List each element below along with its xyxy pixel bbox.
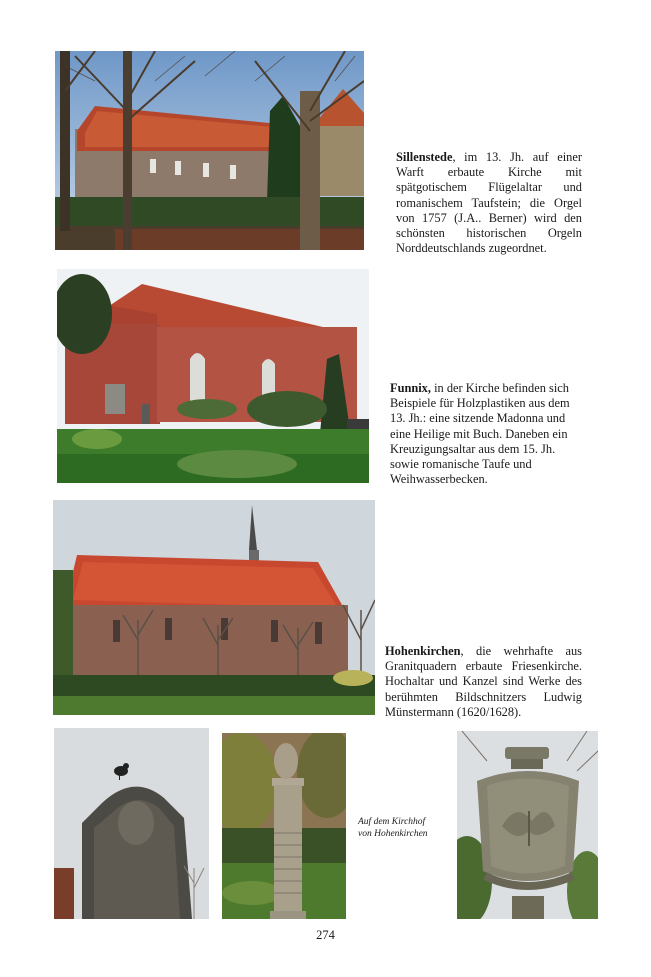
caption-sillenstede-name: Sillenstede [396, 150, 453, 164]
caption-funnix-text: in der Kirche befinden sich Beispiele für Holzplastiken aus dem 13. Jh.: eine sitzende Madonna und eine Heilige mit Buch. Daneben ein Kreuzigungsaltar aus dem 15. Jh. sowie romanische Taufe und Weihwasserbecken. [390, 381, 570, 487]
caption-sillenstede [396, 150, 582, 256]
caption-hohenkirchen-name: Hohenkirchen [385, 644, 461, 658]
caption-funnix-name: Funnix, [390, 381, 431, 395]
photo-gravestone [54, 728, 209, 919]
photo-sillenstede-church [55, 51, 364, 250]
caption-funnix [390, 381, 580, 487]
caption-sillenstede-text: , im 13. Jh. auf einer Warft erbaute Kirche mit spätgotischem Flügelaltar und romanischem Taufstein; die Orgel von 1757 (J.A.. Berner) wird den schönsten historischen Orgeln Norddeutschlands zugeordnet. [396, 150, 582, 256]
caption-hohenkirchen [385, 644, 582, 720]
photo-funnix-church [57, 269, 369, 483]
photo-column [222, 733, 346, 919]
photo-hohenkirchen-church [53, 500, 375, 715]
caption-kirchhof: Auf dem Kirchhof von Hohenkirchen [358, 817, 428, 839]
caption-hohenkirchen-text: , die wehrhafte aus Granitquadern erbaute Friesenkirche. Hochaltar und Kanzel sind Werke des berühmten Bildschnitzers Ludwig Münstermann (1620/1628). [385, 644, 582, 719]
photo-urn [457, 731, 598, 919]
page-number: 274 [316, 928, 335, 942]
